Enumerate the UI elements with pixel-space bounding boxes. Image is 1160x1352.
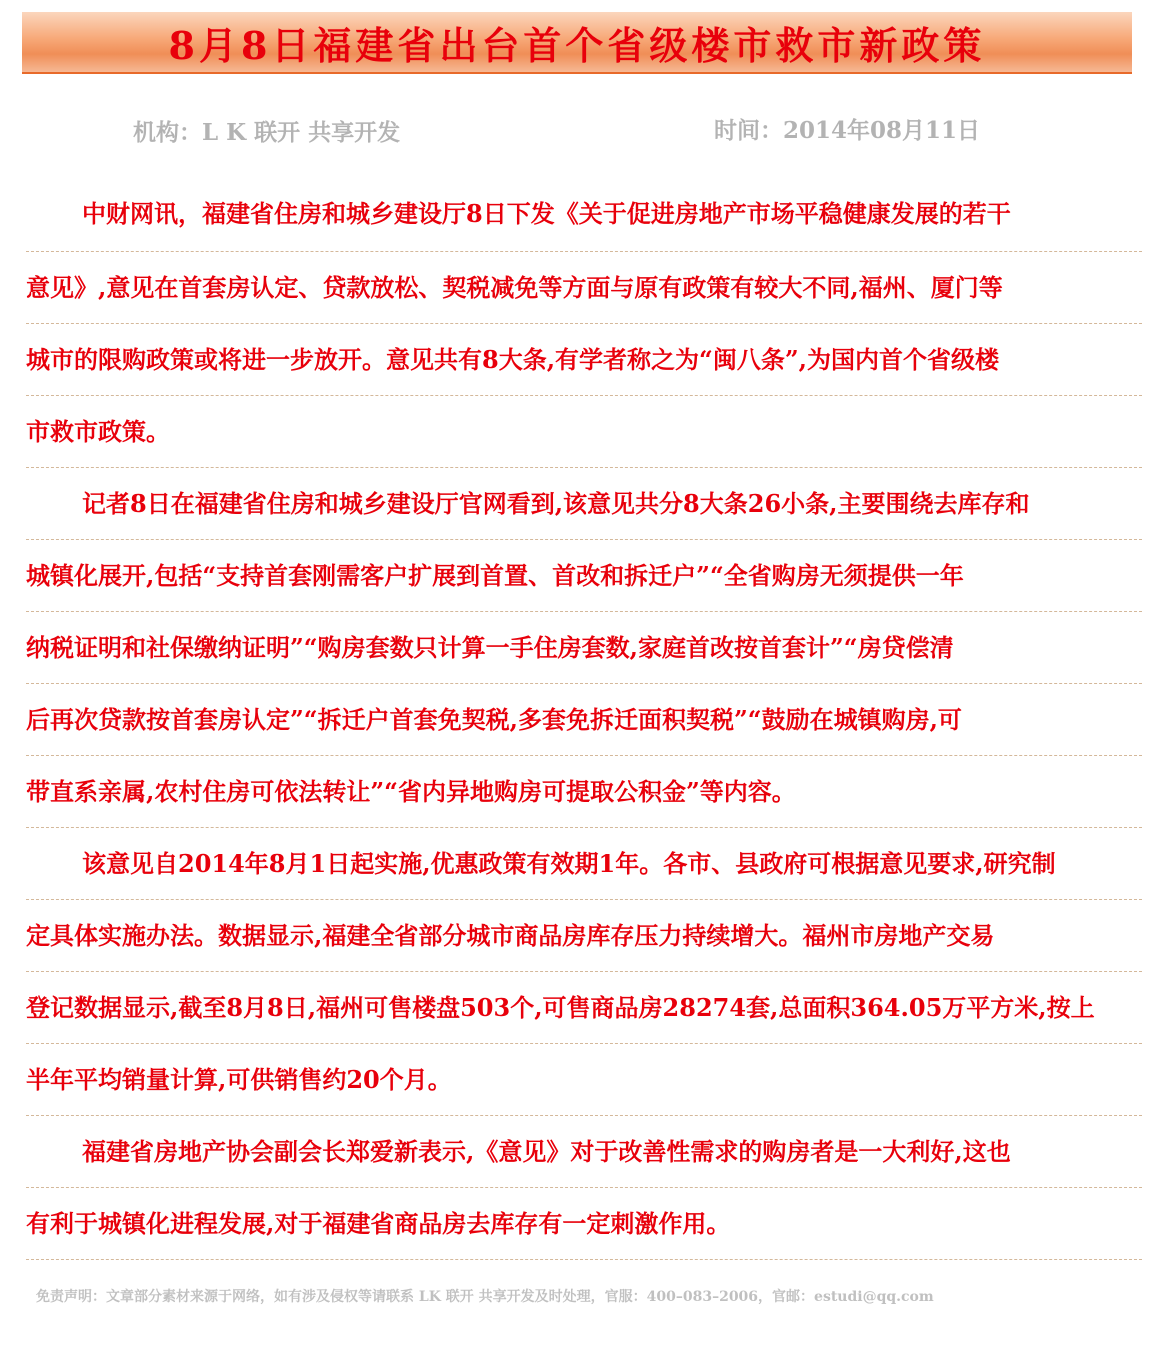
paragraph-4 [26, 1116, 1142, 1260]
article-line: 记者8日在福建省住房和城乡建设厅官网看到,该意见共分8大条26小条,主要围绕去库存和 [26, 468, 1142, 540]
article-line: 登记数据显示,截至8月8日,福州可售楼盘503个,可售商品房28274套,总面积364.05万平方米,按上 [26, 972, 1142, 1044]
page-title: 8月8日福建省出台首个省级楼市救市新政策 [168, 22, 986, 68]
article-line: 意见》,意见在首套房认定、贷款放松、契税减免等方面与原有政策有较大不同,福州、厦门等 [26, 252, 1142, 324]
article-line: 市救市政策。 [26, 396, 1142, 468]
org-label: 机构：L K 联开 共享开发 [133, 119, 401, 146]
article-line: 纳税证明和社保缴纳证明”“购房套数只计算一手住房套数,家庭首改按首套计”“房贷偿清 [26, 612, 1142, 684]
paragraph-1 [26, 176, 1142, 468]
disclaimer: 免责声明：文章部分素材来源于网络，如有涉及侵权等请联系 LK 联开 共享开发及时处理，官服：400–083–2006，官邮：estudi@qq.com [36, 1289, 934, 1305]
article-line: 该意见自2014年8月1日起实施,优惠政策有效期1年。各市、县政府可根据意见要求,研究制 [26, 828, 1142, 900]
article-line: 中财网讯，福建省住房和城乡建设厅8日下发《关于促进房地产市场平稳健康发展的若干 [26, 176, 1142, 252]
article-line: 半年平均销量计算,可供销售约20个月。 [26, 1044, 1142, 1116]
article-line: 带直系亲属,农村住房可依法转让”“省内异地购房可提取公积金”等内容。 [26, 756, 1142, 828]
article-body [26, 176, 1142, 1260]
article-line: 福建省房地产协会副会长郑爱新表示,《意见》对于改善性需求的购房者是一大利好,这也 [26, 1116, 1142, 1188]
article-line: 后再次贷款按首套房认定”“拆迁户首套免契税,多套免拆迁面积契税”“鼓励在城镇购房,可 [26, 684, 1142, 756]
article-line: 定具体实施办法。数据显示,福建全省部分城市商品房库存压力持续增大。福州市房地产交易 [26, 900, 1142, 972]
paragraph-2 [26, 468, 1142, 828]
title-banner [22, 12, 1132, 74]
article-line: 城镇化展开,包括“支持首套刚需客户扩展到首置、首改和拆迁户”“全省购房无须提供一年 [26, 540, 1142, 612]
paragraph-3 [26, 828, 1142, 1116]
article-line: 有利于城镇化进程发展,对于福建省商品房去库存有一定刺激作用。 [26, 1188, 1142, 1260]
publish-date: 时间：2014年08月11日 [714, 117, 981, 144]
article-line: 城市的限购政策或将进一步放开。意见共有8大条,有学者称之为“闽八条”,为国内首个省级楼 [26, 324, 1142, 396]
